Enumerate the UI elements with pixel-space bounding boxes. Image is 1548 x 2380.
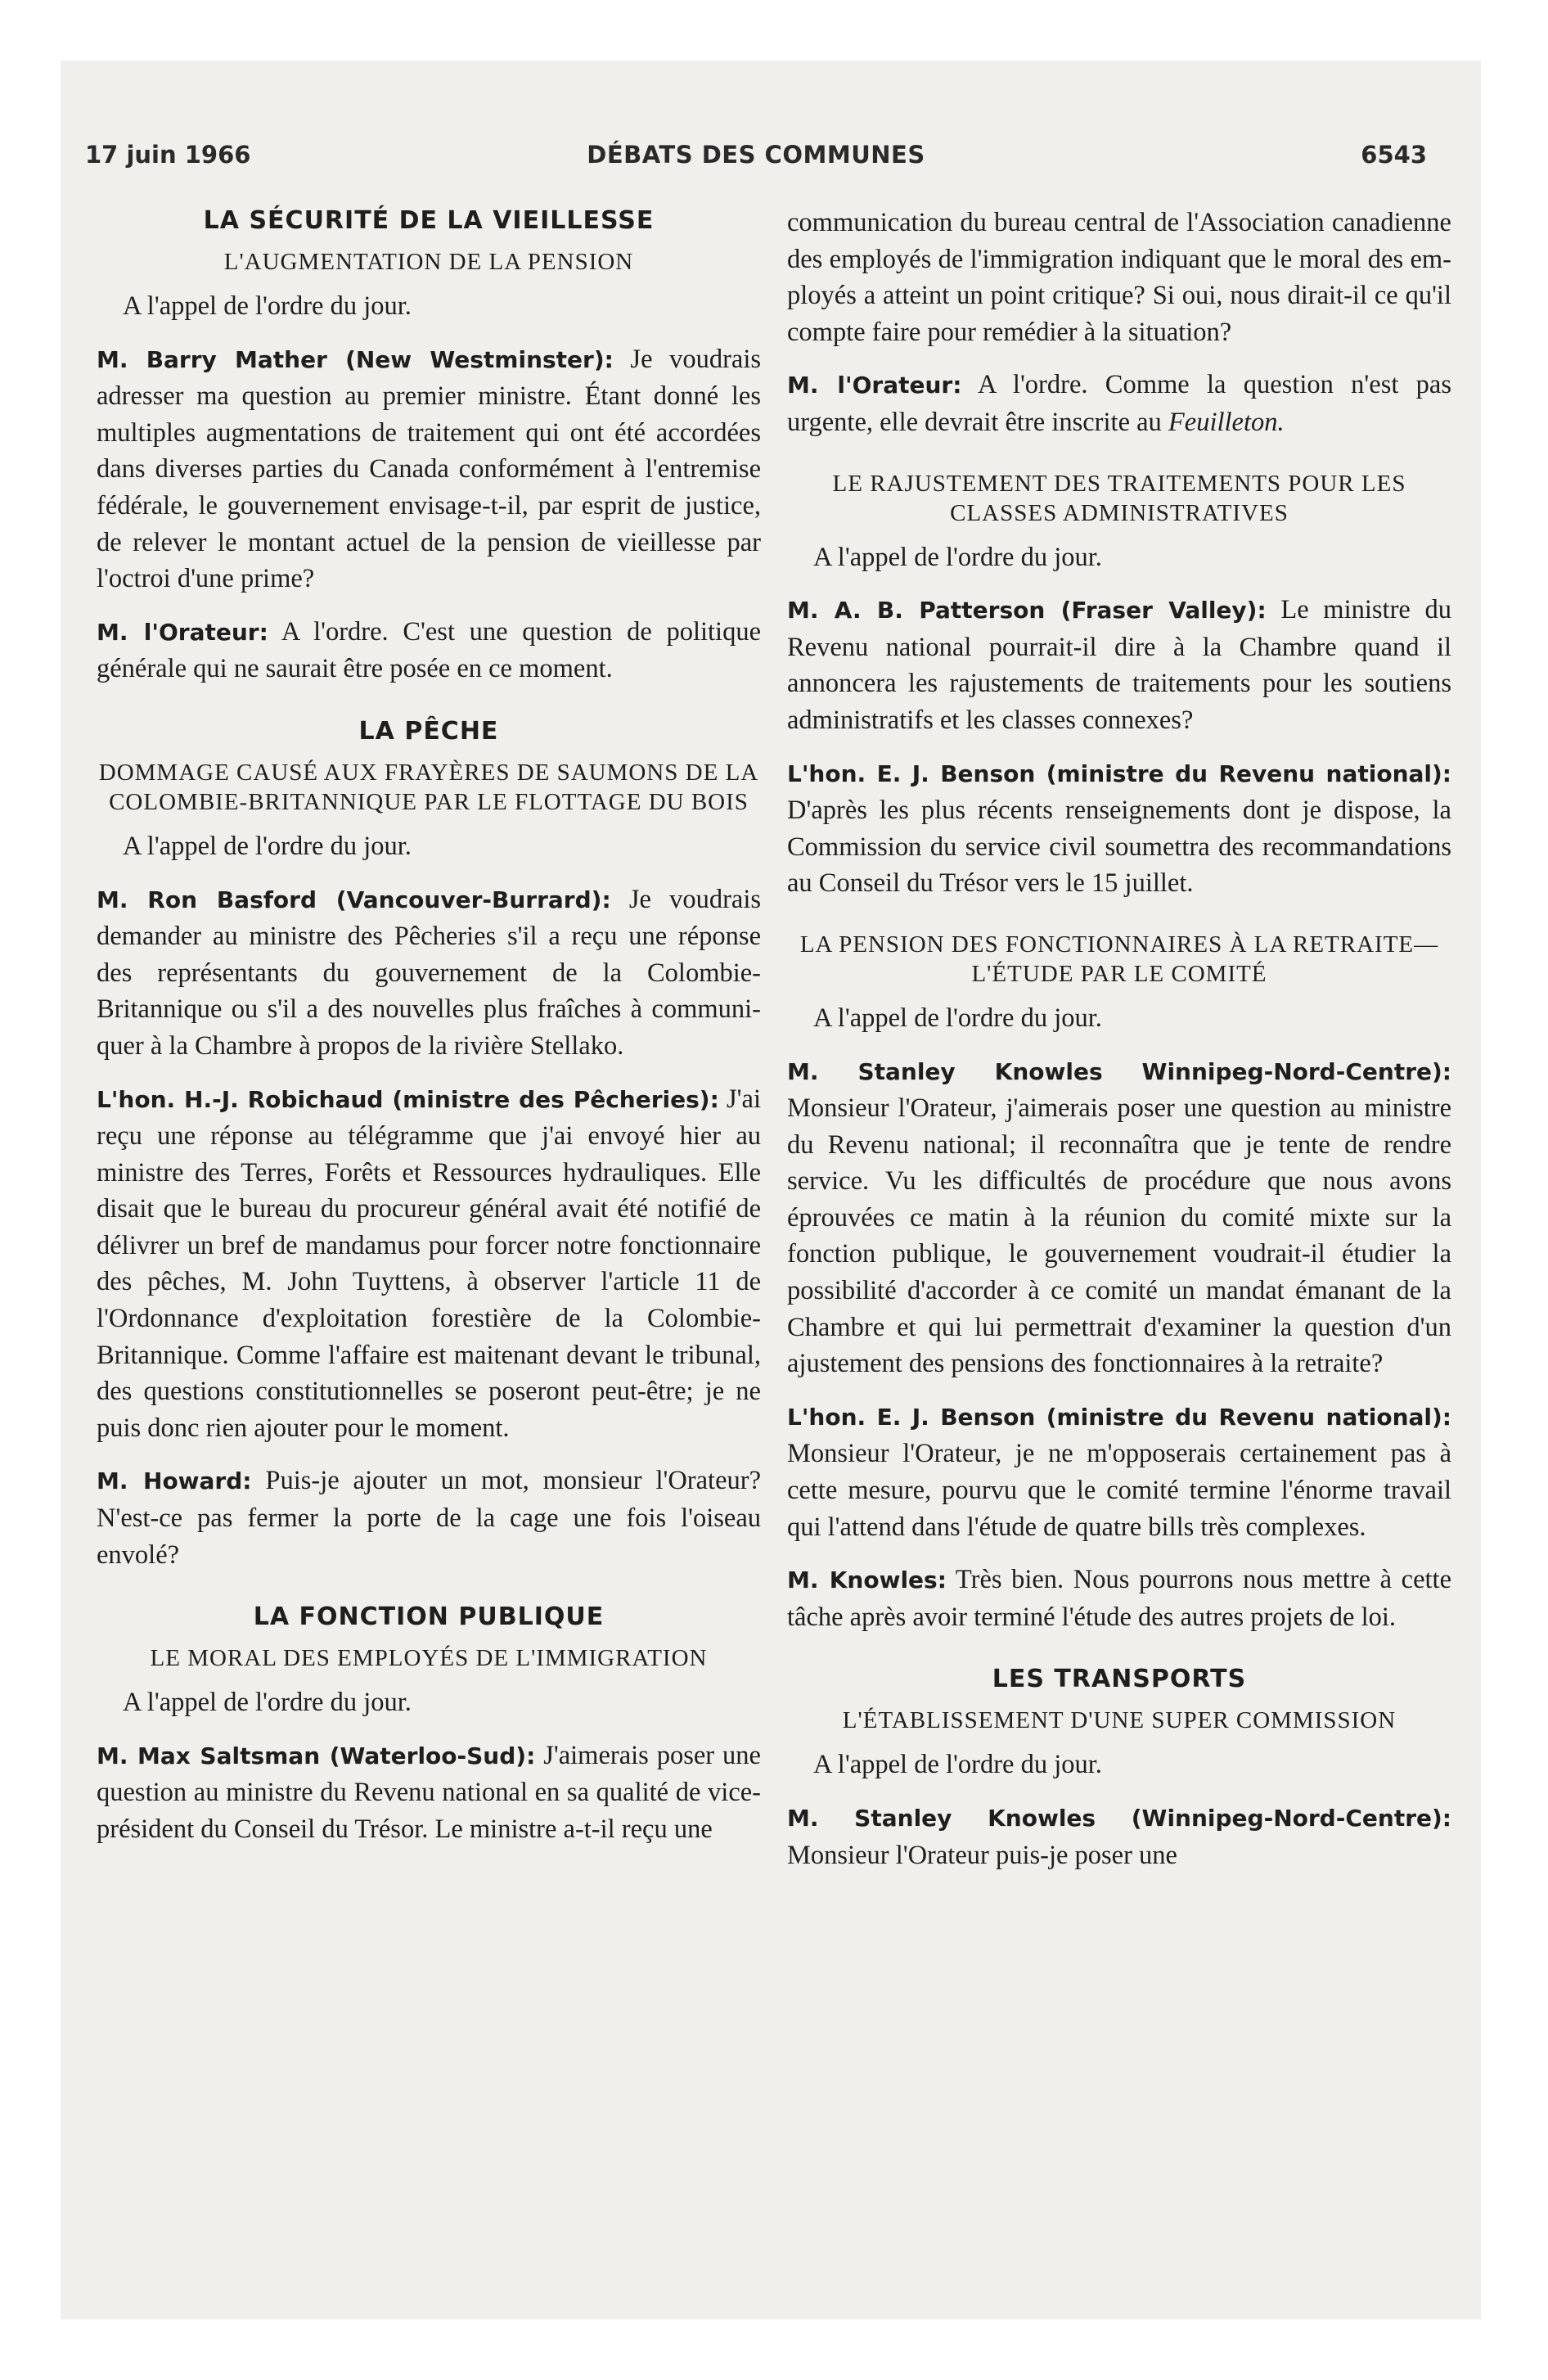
speaker: L'hon. E. J. Benson (ministre du Revenu national): xyxy=(787,1403,1451,1431)
order-call: A l'appel de l'ordre du jour. xyxy=(813,542,1102,572)
paragraph xyxy=(787,1800,1451,1873)
speech-text: Le ministre du Revenu national pourrait-il dire à la Chambre quand il annoncera les rajustements de traitements pour les soutiens administratifs et les classes connexes? xyxy=(787,595,1451,735)
paragraph xyxy=(97,881,761,1065)
speech-text: A l'ordre. C'est une question de politique générale qui ne saurait être posée en ce moment. xyxy=(97,616,762,684)
section-title: LA SÉCURITÉ DE LA VIEILLESSE xyxy=(203,206,655,235)
section-subtitle: DOMMAGE CAUSÉ AUX FRAYÈRES DE SAUMONS DE LA COLOMBIE-BRITANNIQUE PAR LE FLOTTAGE DU BOIS xyxy=(98,759,759,815)
paragraph xyxy=(787,1399,1451,1545)
paragraph xyxy=(97,1738,761,1848)
order-call: A l'appel de l'ordre du jour. xyxy=(123,1688,412,1718)
section-title: LES TRANSPORTS xyxy=(992,1665,1247,1694)
paragraph xyxy=(787,367,1451,440)
right-column xyxy=(787,205,1451,1890)
order-call: A l'appel de l'ordre du jour. xyxy=(123,291,412,321)
header-page-number: 6543 xyxy=(1361,141,1427,169)
speech-text: Monsieur l'Orateur, je ne m'opposerais certainement pas à cette mesure, pourvu que le comité termine l'énorme travail qui l'attend dans l'étude de quatre bills très complexes. xyxy=(787,1439,1451,1542)
paragraph xyxy=(787,755,1451,902)
order-call: A l'appel de l'ordre du jour. xyxy=(123,831,412,861)
paragraph xyxy=(97,614,761,687)
speech-text: Très bien. Nous pourrons nous mettre à cette tâche après avoir terminé l'étude des autres projets de loi. xyxy=(787,1565,1452,1632)
header-date: 17 juin 1966 xyxy=(85,141,251,169)
section-subtitle: LE MORAL DES EMPLOYÉS DE L'IMMIGRATION xyxy=(150,1645,708,1672)
left-column xyxy=(97,205,761,1864)
speech-text: communication du bureau central de l'Association canadienne des employés de l'immigration indiquant que le moral des employés a atteint un point critique? Si oui, nous dirait-il ce qu'il compte faire pour remédier à la situation? xyxy=(787,208,1451,347)
paragraph xyxy=(787,1562,1451,1635)
section-subtitle: LA PENSION DES FONCTIONNAIRES À LA RETRAITE—L'ÉTUDE PAR LE COMITÉ xyxy=(799,931,1439,987)
order-call: A l'appel de l'ordre du jour. xyxy=(813,1003,1102,1033)
speech-text: J'aimerais poser une question au ministre du Revenu national en sa qualité de vice-président du Conseil du Trésor. Le ministre a-t-il reçu une xyxy=(97,1740,761,1844)
speaker: M. Stanley Knowles Winnipeg-Nord-Centre): xyxy=(787,1057,1451,1085)
feuilleton-italic: Feuilleton. xyxy=(1168,407,1285,437)
speech-text: J'ai reçu une réponse au télégramme que j'ai envoyé hier au ministre des Terres, Forêts et Ressources hydrauliques. Elle disait que le bureau du procureur général avait été notifié de délivrer un bref de mandamus pour forcer notre fonctionnaire des pêches, M. John Tuyttens, à observer l'article 11 de l'Ordonnance d'exploitation forestière de la Colombie-Britannique. Comme l'affaire est maitenant devant le tribunal, des questions constitutionnelles se poseront peut-être; je ne puis donc rien ajouter pour le moment. xyxy=(97,1084,761,1443)
speech-text: Puis-je ajouter un mot, monsieur l'Orateur? N'est-ce pas fermer la porte de la cage une fois l'oiseau envolé? xyxy=(97,1466,762,1570)
speaker: M. l'Orateur: xyxy=(787,372,962,399)
section-subtitle: L'ÉTABLISSEMENT D'UNE SUPER COMMISSION xyxy=(842,1707,1397,1734)
paragraph xyxy=(97,1081,761,1447)
section-title: LA FONCTION PUBLIQUE xyxy=(253,1602,605,1632)
speaker: M. Ron Basford (Vancouver-Burrard): xyxy=(97,886,611,913)
speaker: M. l'Orateur: xyxy=(97,618,268,646)
paragraph xyxy=(97,1463,761,1573)
speaker: M. Barry Mather (New Westminster): xyxy=(97,345,614,373)
paragraph xyxy=(787,592,1451,738)
speaker: L'hon. H.-J. Robichaud (ministre des Pêcheries): xyxy=(97,1085,719,1113)
speech-text: Je voudrais adresser ma question au premier ministre. Étant donné les multiples augmentations de traitement qui ont été accordées dans diverses parties du Canada conformément à l'entremise fédérale, le gouvernement envisage-t-il, par esprit de justice, de relever le montant actuel de la pension de vieillesse par l'octroi d'une prime? xyxy=(97,344,761,594)
speaker: M. Howard: xyxy=(97,1467,252,1495)
speaker: M. A. B. Patterson (Fraser Valley): xyxy=(787,597,1267,624)
paragraph xyxy=(787,1053,1451,1382)
paragraph xyxy=(97,341,761,597)
speech-text: A l'ordre. Comme la question n'est pas urgente, elle devrait être inscrite au xyxy=(787,370,1451,437)
page-header xyxy=(85,141,1427,174)
speaker: M. Stanley Knowles (Winnipeg-Nord-Centre): xyxy=(787,1805,1451,1832)
speech-text: Monsieur l'Orateur puis-je poser une xyxy=(787,1840,1177,1870)
speaker: M. Knowles: xyxy=(787,1566,947,1594)
order-call: A l'appel de l'ordre du jour. xyxy=(813,1750,1102,1780)
speech-text: Je voudrais demander au ministre des Pêcheries s'il a reçu une réponse des représentants du gouvernement de la Colombie-Britannique ou s'il a des nouvelles plus fraîches à communiquer à la Chambre à propos de la rivière Stellako. xyxy=(97,884,762,1061)
speaker: M. Max Saltsman (Waterloo-Sud): xyxy=(97,1742,536,1769)
paragraph xyxy=(787,205,1451,350)
speech-text: Monsieur l'Orateur, j'aimerais poser une question au ministre du Revenu national; il reconnaîtra que je tente de rendre service. Vu les difficultés de procédure que nous avons éprouvées ce matin à la réunion du comité mixte sur la fonction publique, le gouvernement voudrait-il étudier la possibilité d'accorder à ce comité un mandat émanant de la Chambre et qui lui permettrait d'examiner la question d'un ajustement des pensions des fonctionnaires à la retraite? xyxy=(787,1093,1451,1379)
section-subtitle: L'AUGMENTATION DE LA PENSION xyxy=(223,249,634,275)
section-subtitle: LE RAJUSTEMENT DES TRAITEMENTS POUR LES CLASSES ADMINISTRATIVES xyxy=(832,470,1406,526)
speaker: L'hon. E. J. Benson (ministre du Revenu national): xyxy=(787,760,1451,787)
section-title: LA PÊCHE xyxy=(358,716,499,746)
header-title: DÉBATS DES COMMUNES xyxy=(587,141,925,169)
speech-text: D'après les plus récents renseignements dont je dispose, la Commission du service civil soumettra des recommandations au Conseil du Trésor vers le 15 juillet. xyxy=(787,796,1451,899)
